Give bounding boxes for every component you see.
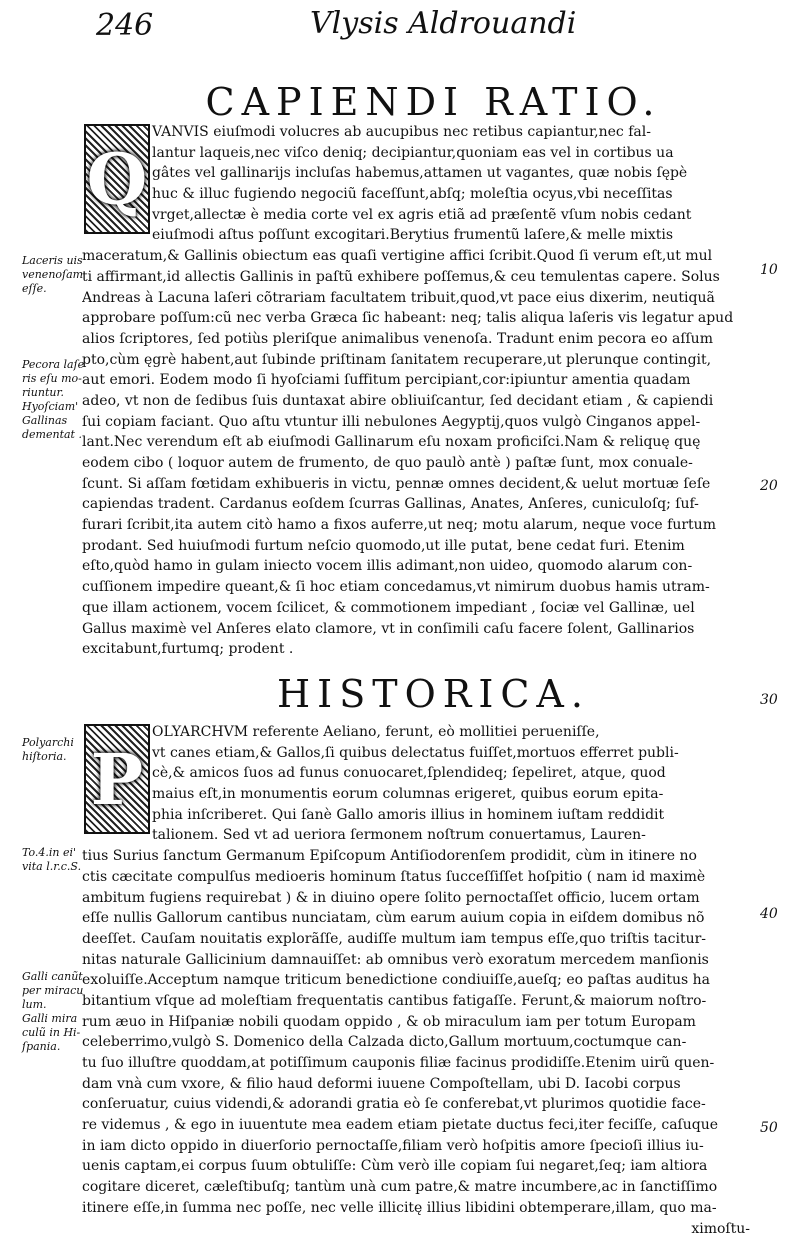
- marginal-note-line: riuntur.: [22, 386, 64, 399]
- text-line: conſeruatur, cuius videndi,& adorandi gratia eò ſe conferebat,vt plurimos quotidie face-: [82, 1096, 706, 1113]
- text-line: celeberrimo,vulgò S. Domenico della Calzada dicto,Gallum mortuum,coctumque can-: [82, 1034, 687, 1051]
- marginal-note-line: lum.: [22, 998, 47, 1011]
- text-line: capiendas tradent. Cardanus eoſdem ſcurras Gallinas, Anates, Anſeres, cuniculoſq; ſuf-: [82, 496, 699, 513]
- marginal-note-line: Pecora laſe: [22, 358, 85, 371]
- running-head: Vlysis Aldrouandi: [310, 6, 577, 41]
- text-line: maceratum,& Gallinis obiectum eas quaſi vertigine affici ſcribit.Quod ſi verum eſt,ut mul: [82, 248, 713, 265]
- text-line: alios ſcriptores, ſed potiùs pleriſque animalibus venenoſa. Tradunt enim pecora eo aſſum: [82, 330, 713, 347]
- marginal-note: [22, 846, 96, 874]
- text-line: cè,& amicos ſuos ad funus conuocaret,ſplendideq; ſepeliret, atque, quod: [152, 765, 666, 782]
- marginal-note-line: vita l.r.c.S.: [22, 860, 82, 873]
- text-line: vrget,allectæ è media corte vel ex agris etiã ad præſentẽ vſum nobis cedant: [152, 206, 692, 223]
- text-line: re videmus , & ego in iuuentute mea eadem etiam pietate ductus feci,iter feciſſe, caſuque: [82, 1117, 719, 1134]
- text-line: tius Surius ſanctum Germanum Epiſcopum Antiſiodorenſem prodidit, cùm in itinere no: [82, 848, 697, 865]
- text-line: lantur laqueis,nec viſco deniq; decipiantur,quoniam eas vel in cortibus ua: [152, 144, 674, 161]
- text-line: ſui copiam faciant. Quo aſtu vtuntur illi nebulones Aegyptij,quos vulgò Cinganos appel-: [82, 413, 701, 430]
- marginal-note: [22, 736, 96, 764]
- text-line: in iam dicto oppido in diuerſorio pernoctaſſe,filiam verò hoſpitis amore ſpecioſi illius iu-: [82, 1137, 704, 1154]
- text-line: deeſſet. Cauſam nouitatis explorãſſe, audiſſe multum iam tempus eſſe,quo triſtis tacitur-: [82, 930, 707, 947]
- section-body-capiendi-ratio: [82, 122, 750, 660]
- text-line: maius eſt,in monumentis eorum columnas erigeret, quibus eorum epita-: [152, 786, 664, 803]
- text-line: nitas naturale Gallicinium damnauiſſet: ab omnibus verò exoratum mercedem manſionis: [82, 951, 709, 968]
- text-line: eodem cibo ( loquor autem de frumento, de quo paulò antè ) paſtæ ſunt, mox conuale-: [82, 455, 693, 471]
- initial-letter: Q: [86, 137, 148, 221]
- text-line: OLYARCHVM referente Aeliano, ferunt, eò mollitiei perueniſſe,: [152, 724, 600, 740]
- text-line: adeo, vt non de ſedibus ſuis duntaxat abire obliuiſcantur, ſed decidant etiam , & capiendi: [82, 392, 714, 409]
- marginal-note-line: Laceris uis: [22, 254, 83, 267]
- section-body-historica: [82, 722, 750, 1239]
- text-line: eiuſmodi aſtus poſſunt excogitari.Berytius frumentũ laſere,& melle mixtis: [152, 227, 674, 244]
- line-number: 10: [760, 262, 778, 278]
- marginal-note: [22, 358, 96, 442]
- text-line: excitabunt,furtumq; prodent .: [82, 641, 294, 658]
- line-number: 50: [760, 1120, 778, 1136]
- text-line: talionem. Sed vt ad ueriora ſermonem noſtrum conuertamus, Lauren-: [152, 827, 646, 844]
- page-number: 246: [96, 8, 154, 43]
- text-line: itinere eſſe,in ſumma nec poſſe, nec velle illicitę illius libidini obtemperare,illam, quo ma-: [82, 1199, 717, 1216]
- text-line: pto,cùm ęgrè habent,aut ſubinde priſtinam ſanitatem recuperare,ut plerunque contingit,: [82, 351, 712, 368]
- text-line: ctis cæcitate compulſus medioeris hominum ſtatus ſucceſſiſſet hoſpitio ( nam id maximè: [82, 868, 706, 885]
- marginal-note-line: Galli canũt: [22, 970, 83, 983]
- text-line: ſcunt. Si aſſam fœtidam exhibueris in victu, pennæ omnes decident,& uelut mortuæ ſeſe: [82, 475, 711, 492]
- marginal-note-line: ris eſu mo-: [22, 372, 82, 385]
- text-line: phia inſcriberet. Qui ſanè Gallo amoris illius in hominem iuſtam reddidit: [152, 806, 665, 823]
- text-line: ambitum fugiens requirebat ) & in diuino opere ſolito pernoctaſſet officio, lucem ortam: [82, 889, 700, 906]
- line-number: 30: [760, 692, 778, 708]
- text-line: approbare poſſum:cũ nec verba Græca ſic habeant: neq; talis aliqua laſeris vis legatur apud: [82, 310, 734, 327]
- text-line: eſſe nullis Gallorum cantibus nunciatam, cùm earum auium copia in eiſdem domibus nõ: [82, 910, 705, 927]
- marginal-note: [22, 970, 96, 1054]
- text-line: aut emori. Eodem modo ſi hyoſciami ſuffitum percipiant,cor:ipiuntur amentia quadam: [82, 372, 691, 389]
- text-line: VANVIS eiuſmodi volucres ab aucupibus nec retibus capiantur,nec fal-: [152, 124, 651, 140]
- text-line: bitantium vſque ad moleſtiam frequentatis cantibus fatigaſſe. Ferunt,& maiorum noſtro-: [82, 992, 707, 1009]
- text-line: uenis captam,ei corpus ſuum obtuliſſe: Cùm verò ille copiam ſui negaret,ſeq; iam altiora: [82, 1158, 708, 1175]
- marginal-note-line: culũ in Hi-: [22, 1026, 81, 1039]
- marginal-note-line: To.4.in ei': [22, 846, 77, 859]
- text-line: cogitare diceret, cæleſtibuſq; tantùm unà cum patre,& matre incumbere,ac in ſanctiſſimo: [82, 1179, 718, 1196]
- line-number: 40: [760, 906, 778, 922]
- marginal-note: [22, 254, 96, 296]
- text-line: Gallus maximè vel Anſeres elato clamore, vt in conſimili caſu facere ſolent, Gallinarios: [82, 620, 695, 637]
- marginal-note-line: Polyarchi: [22, 736, 74, 749]
- marginal-note-line: ſpania.: [22, 1040, 61, 1053]
- text-line: exoluiſſe.Acceptum namque triticum benedictione condiuiſſe,aueſq; eo paſtas auditus ha: [82, 972, 711, 989]
- marginal-note-line: per miracu: [22, 984, 84, 997]
- text-line: tu ſuo illuſtre quoddam,at potiſſimum cauponis filiæ facinus prodidiſſe.Etenim uirũ quen-: [82, 1055, 715, 1071]
- text-line: eſto,quòd hamo in gulam iniecto vocem illis adimant,non uideo, quomodo alarum con-: [82, 558, 693, 575]
- text-line: lant.Nec verendum eſt ab eiuſmodi Gallinarum eſu noxam proficiſci.Nam & reliquę quę: [82, 434, 701, 451]
- marginal-note-line: eſſe.: [22, 282, 47, 295]
- marginal-note-line: Gallinas: [22, 414, 68, 427]
- text-line: dam vnà cum vxore, & filio haud deformi iuuene Compoſtellam, ubi D. Iacobi corpus: [82, 1075, 681, 1092]
- text-line: cuſſionem impedire queant,& ſi hoc etiam concedamus,vt nimirum duobus hamis utram-: [82, 579, 710, 596]
- marginal-note-line: Hyoſciam': [22, 400, 79, 413]
- marginal-note-line: Galli mira: [22, 1012, 78, 1025]
- text-line: que illam actionem, vocem ſcilicet, & commotionem impediant , ſociæ vel Gallinæ, uel: [82, 599, 695, 616]
- marginal-note-line: hiſtoria.: [22, 750, 67, 763]
- text-line: huc & illuc fugiendo negociũ faceſſunt,abſq; moleſtia ocyus,vbi neceſſitas: [152, 186, 673, 203]
- text-line: furari ſcribit,ita autem citò hamo a fixos auferre,ut neq; motu alarum, neque voce furtum: [82, 517, 716, 534]
- text-line: ti affirmant,id allectis Gallinis in paſtũ exhibere poſſemus,& ceu temulentas capere. Solus: [82, 268, 720, 285]
- text-line: ximoſtu-: [691, 1220, 750, 1237]
- line-number: 20: [760, 478, 778, 494]
- text-line: gâtes vel gallinarijs incluſas habemus,attamen ut vagantes, quæ nobis ſępè: [152, 165, 688, 182]
- text-line: vt canes etiam,& Gallos,ſi quibus delectatus fuiſſet,mortuos efferret publi-: [152, 744, 679, 761]
- marginal-note-line: dementat .: [22, 428, 82, 441]
- section-title-historica: HISTORICA.: [277, 672, 590, 716]
- text-line: rum æuo in Hiſpaniæ nobili quodam oppido , & ob miraculum iam per totum Europam: [82, 1013, 696, 1030]
- marginal-note-line: venenoſam: [22, 268, 84, 281]
- section-title-capiendi-ratio: CAPIENDI RATIO.: [205, 80, 662, 124]
- text-line: prodant. Sed huiuſmodi furtum neſcio quomodo,ut ille putat, bene cedat furi. Etenim: [82, 537, 685, 554]
- initial-letter: P: [90, 737, 144, 821]
- text-line: Andreas à Lacuna laſeri cõtrariam facultatem tribuit,quod,vt pace eius dixerim, neutiquã: [82, 289, 715, 306]
